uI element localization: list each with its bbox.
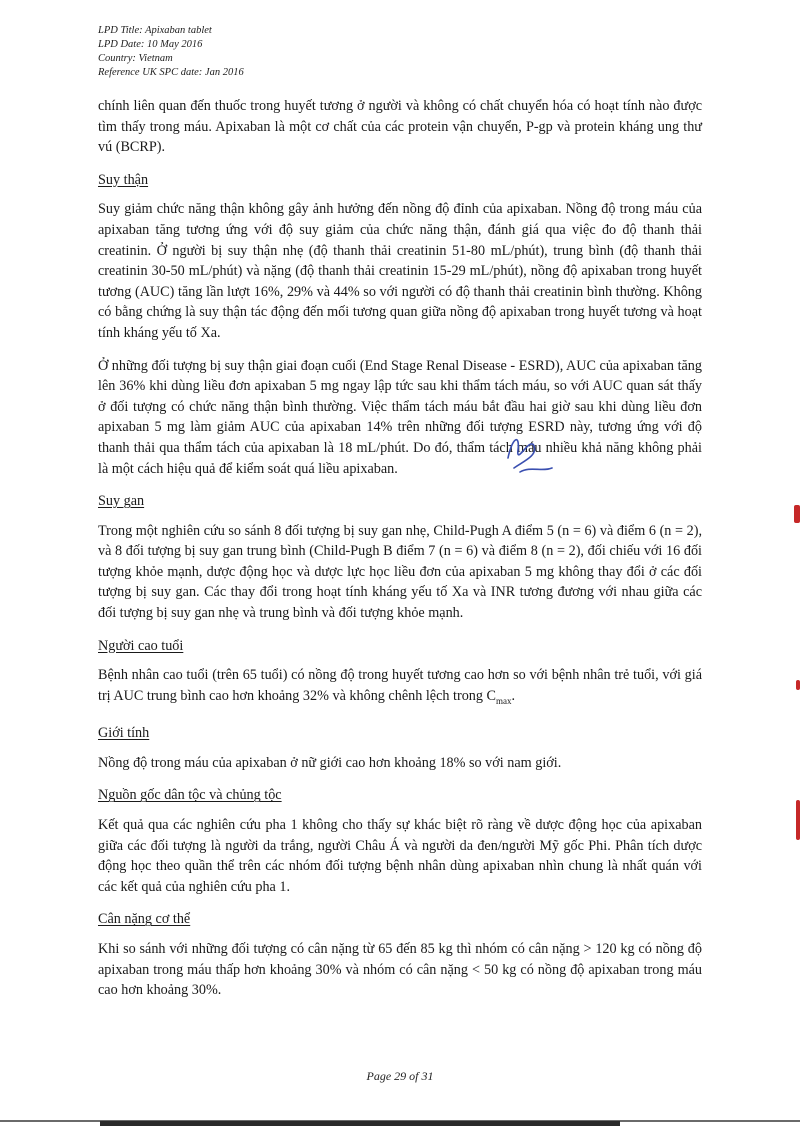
bottom-rule-thick [100, 1121, 620, 1126]
lpd-title: LPD Title: Apixaban tablet [98, 25, 212, 36]
document-header [98, 24, 244, 80]
intro-paragraph: chính liên quan đến thuốc trong huyết tương ở người và không có chất chuyển hóa có hoạt tính nào được tìm thấy trong máu. Apixaban là một cơ chất của các protein vận chuyển, P-gp và protein kháng ung thư vú (BCRP). [98, 98, 702, 156]
cmax-subscript: max [495, 695, 512, 706]
renal-paragraph-2: Ở những đối tượng bị suy thận giai đoạn cuối (End Stage Renal Disease - ESRD), AUC của apixaban tăng lên 36% khi dùng liều đơn apixaban 5 mg ngay lập tức sau khi thẩm tách máu, so với AUC quan sát thấy ở đối tượng có chức năng thận bình thường. Việc thẩm tách máu bắt đầu hai giờ sau khi dùng liều đơn apixaban 5 mg làm giảm AUC của apixaban 14% trên những đối tượng ESRD này, tương ứng với độ thanh thải qua thẩm tách của apixaban là 18 mL/phút. Do đó, thẩm tách máu nhiều khả năng không phải là một cách hiệu quả để kiểm soát quá liều apixaban. [98, 357, 702, 477]
page-number: Page 29 of 31 [366, 1069, 434, 1083]
heading-ethnic: Nguồn gốc dân tộc và chủng tộc [98, 787, 282, 804]
handwritten-scribble [500, 428, 560, 478]
edge-mark [794, 505, 800, 523]
heading-renal: Suy thận [98, 171, 149, 188]
ethnic-paragraph: Kết quả qua các nghiên cứu pha 1 không cho thấy sự khác biệt rõ ràng về dược động học của apixaban giữa các đối tượng là người da trắng, người Châu Á và người da đen/người Mỹ gốc Phi. Phân tích dược động học theo quần thể trên các nhóm đối tượng bệnh nhân dùng apixaban nhìn chung là nhất quán với các kết quả của nghiên cứu pha 1. [98, 817, 702, 895]
gender-paragraph: Nồng độ trong máu của apixaban ở nữ giới cao hơn khoảng 18% so với nam giới. [98, 754, 562, 771]
heading-gender: Giới tính [98, 725, 150, 742]
reference-spc-date: Reference UK SPC date: Jan 2016 [98, 67, 244, 78]
hepatic-paragraph: Trong một nghiên cứu so sánh 8 đối tượng bị suy gan nhẹ, Child-Pugh A điểm 5 (n = 6) và điểm 6 (n = 2), và 8 đối tượng bị suy gan trung bình (Child-Pugh B điểm 7 (n = 6) và điểm 8 (n = 2), đối chiếu với 16 đối tượng khỏe mạnh, dược động học và dược lực học liều đơn của apixaban 5 mg không thay đổi ở các đối tượng bị suy gan. Các thay đổi trong hoạt tính kháng yếu tố Xa và INR tương đương với nhau giữa các đối tượng bị suy gan nhẹ và trung bình và đối tượng khỏe mạnh. [98, 522, 702, 622]
weight-paragraph: Khi so sánh với những đối tượng có cân nặng từ 65 đến 85 kg thì nhóm có cân nặng > 120 kg có nồng độ apixaban trong máu thấp hơn khoảng 30% và nhóm có cân nặng < 50 kg có nồng độ apixaban trong máu cao hơn khoảng 30%. [98, 941, 702, 999]
heading-hepatic: Suy gan [98, 493, 145, 510]
document-body [98, 96, 702, 1001]
edge-mark [796, 680, 800, 690]
heading-weight: Cân nặng cơ thể [98, 911, 191, 928]
edge-mark [796, 800, 800, 840]
lpd-date: LPD Date: 10 May 2016 [98, 39, 203, 50]
heading-elderly: Người cao tuổi [98, 637, 184, 654]
elderly-paragraph [98, 665, 702, 711]
country: Country: Vietnam [98, 53, 173, 64]
renal-paragraph-1: Suy giảm chức năng thận không gây ảnh hưởng đến nồng độ đỉnh của apixaban. Nồng độ trong máu của apixaban tăng tương ứng với độ suy giảm của chức năng thận, đánh giá qua việc đo độ thanh thải creatinin. Ở người bị suy thận nhẹ (độ thanh thải creatinin 51-80 mL/phút), trung bình (độ thanh thải creatinin 30-50 mL/phút) và nặng (độ thanh thải creatinin 15-29 mL/phút), nồng độ apixaban trong huyết tương (AUC) tăng lần lượt 16%, 29% và 44% so với người có độ thanh thải creatinin bình thường. Không có bằng chứng là suy thận tác động đến mối tương quan giữa nồng độ apixaban trong huyết tương và hoạt tính kháng yếu tố Xa. [98, 201, 702, 341]
elderly-text: Bệnh nhân cao tuổi (trên 65 tuổi) có nồng độ trong huyết tương cao hơn so với bệnh nhân trẻ tuổi, với giá trị AUC trung bình cao hơn khoảng 32% và không chênh lệch trong C [98, 667, 702, 704]
elderly-tail: . [511, 687, 516, 704]
